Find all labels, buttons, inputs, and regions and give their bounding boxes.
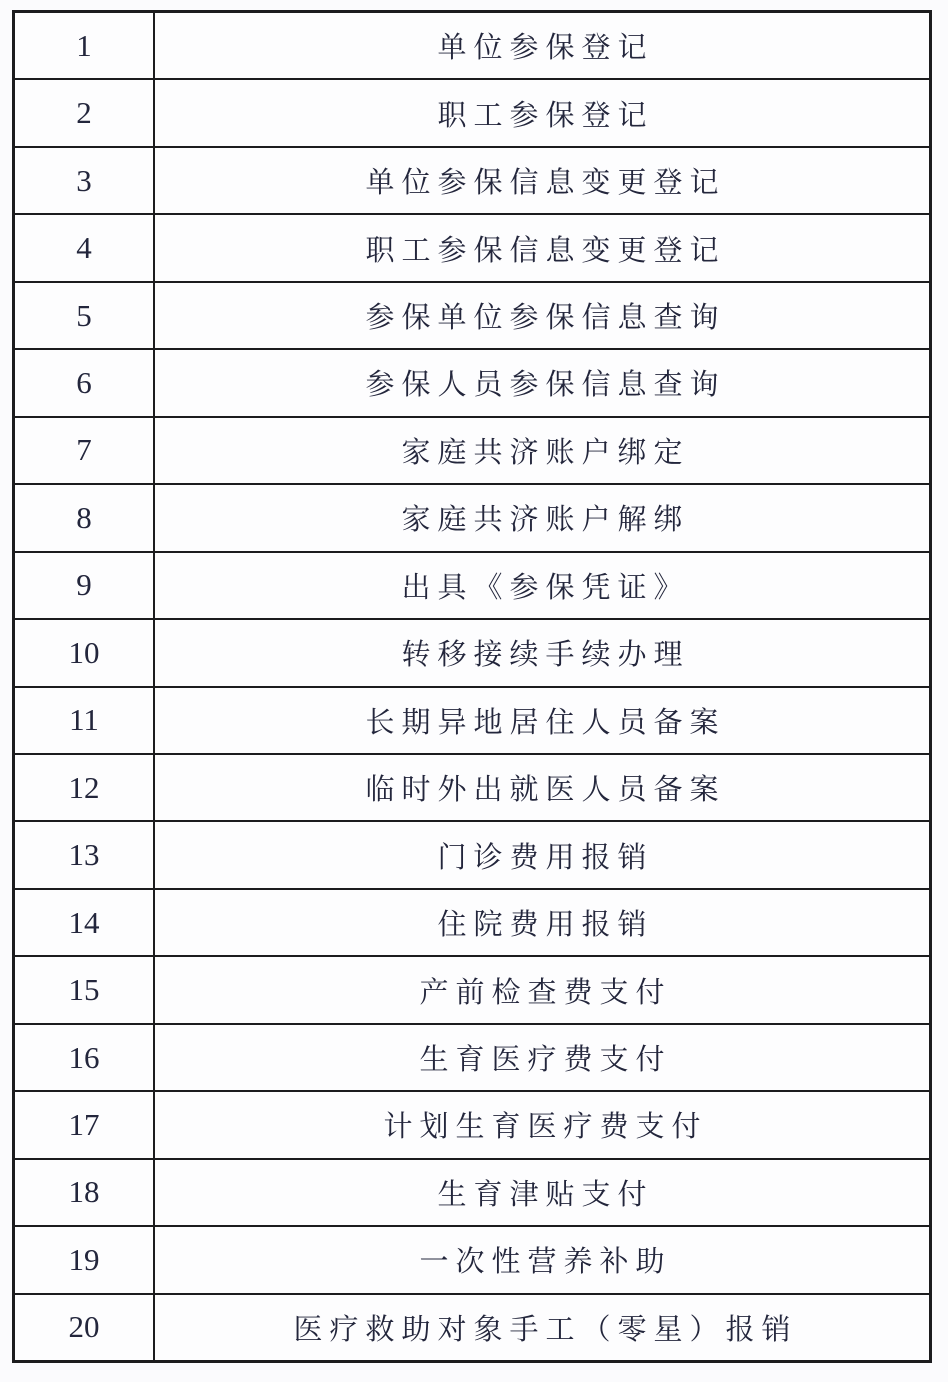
table-row [15, 688, 929, 755]
service-name-cell: 生育津贴支付 [437, 1178, 654, 1211]
table-row [15, 13, 929, 80]
table-row [15, 1295, 929, 1360]
table-row [15, 822, 929, 889]
row-number-cell: 5 [15, 283, 155, 348]
table-row [15, 957, 929, 1024]
table-row [15, 1025, 929, 1092]
table-row [15, 1227, 929, 1294]
table-row [15, 350, 929, 417]
service-name-cell: 参保人员参保信息查询 [365, 369, 726, 402]
row-number-cell: 11 [15, 688, 155, 753]
service-name-cell: 单位参保信息变更登记 [365, 167, 726, 200]
row-number-cell: 3 [15, 148, 155, 213]
service-name-cell: 一次性营养补助 [419, 1246, 672, 1279]
table-row [15, 485, 929, 552]
service-name-cell: 参保单位参保信息查询 [365, 302, 726, 335]
service-name-cell: 家庭共济账户解绑 [401, 504, 690, 537]
service-name-cell: 住院费用报销 [437, 909, 654, 942]
row-number-cell: 8 [15, 485, 155, 550]
service-name-cell: 职工参保登记 [437, 99, 654, 132]
service-name-cell: 单位参保登记 [437, 32, 654, 65]
service-name-cell: 职工参保信息变更登记 [365, 234, 726, 267]
row-number-cell: 9 [15, 553, 155, 618]
table-row [15, 1160, 929, 1227]
service-name-cell: 转移接续手续办理 [401, 639, 690, 672]
row-number-cell: 7 [15, 418, 155, 483]
table-row [15, 80, 929, 147]
service-name-cell: 临时外出就医人员备案 [365, 774, 726, 807]
row-number-cell: 15 [15, 957, 155, 1022]
service-name-cell: 产前检查费支付 [419, 976, 672, 1009]
row-number-cell: 10 [15, 620, 155, 685]
table-row [15, 1092, 929, 1159]
row-number-cell: 12 [15, 755, 155, 820]
row-number-cell: 19 [15, 1227, 155, 1292]
row-number-cell: 14 [15, 890, 155, 955]
service-name-cell: 计划生育医疗费支付 [383, 1111, 708, 1144]
row-number-cell: 17 [15, 1092, 155, 1157]
row-number-cell: 2 [15, 80, 155, 145]
service-name-cell: 出具《参保凭证》 [401, 571, 690, 604]
service-table [12, 10, 932, 1363]
row-number-cell: 20 [15, 1295, 155, 1360]
table-row [15, 418, 929, 485]
row-number-cell: 16 [15, 1025, 155, 1090]
service-name-cell: 长期异地居住人员备案 [365, 706, 726, 739]
row-number-cell: 1 [15, 13, 155, 78]
table-row [15, 620, 929, 687]
service-name-cell: 门诊费用报销 [437, 841, 654, 874]
row-number-cell: 6 [15, 350, 155, 415]
table-row [15, 215, 929, 282]
table-row [15, 553, 929, 620]
row-number-cell: 18 [15, 1160, 155, 1225]
service-name-cell: 家庭共济账户绑定 [401, 436, 690, 469]
service-name-cell: 生育医疗费支付 [419, 1044, 672, 1077]
table-row [15, 148, 929, 215]
table-row [15, 283, 929, 350]
table-row [15, 755, 929, 822]
service-name-cell: 医疗救助对象手工（零星）报销 [293, 1313, 798, 1346]
table-row [15, 890, 929, 957]
row-number-cell: 13 [15, 822, 155, 887]
row-number-cell: 4 [15, 215, 155, 280]
